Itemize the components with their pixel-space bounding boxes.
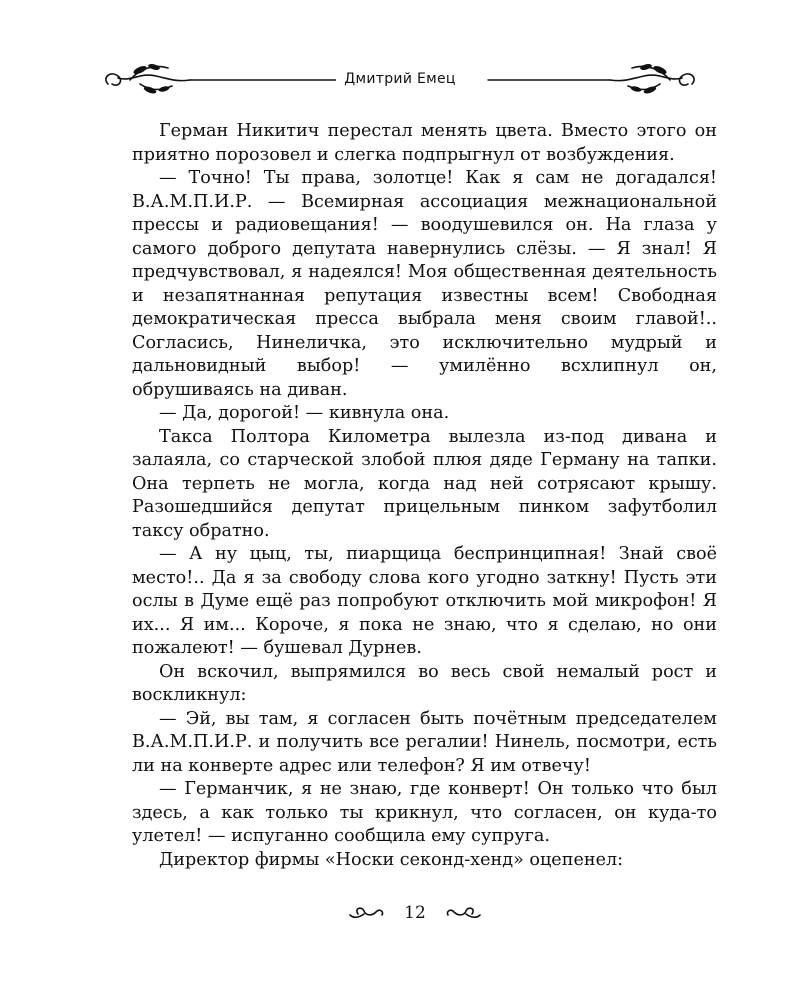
paragraph: — Точно! Ты права, золотце! Как я сам не догадался! В.А.М.П.И.Р. — Всемирная ассоциация межнациональной прессы и радиовещания! — воодушевился он. На глаза у самого доброго депутата навернулись слёзы. — Я знал! Я предчувствовал, я надеялся! Моя общественная деятельность и незапятнанная репутация известны всем! Свободная демократическая пресса выбрала меня своим главой!.. Согласись, Нинеличка, это исключительно мудрый и дальновидный выбор! — умилённо всхлипнул он, обрушиваясь на диван. [132,168,717,400]
paragraph: Он вскочил, выпрямился во весь свой немалый рост и воскликнул: [132,661,717,705]
running-header [100,58,700,102]
header-author: Дмитрий Емец [336,71,463,87]
paragraph: Такса Полтора Километра вылезла из-под дивана и залаяла, со старческой злобой плюя дяде Герману на тапки. Она терпеть не могла, когда над ней сотрясают крышу. Разошедшийся депутат прицельным пинком зафутболил таксу обратно. [132,426,717,541]
paragraph: — Эй, вы там, я согласен быть почётным председателем В.А.М.П.И.Р. и получить все регалии! Нинель, посмотри, есть ли на конверте адрес или телефон? Я им отвечу! [132,708,717,776]
paragraph: Директор фирмы «Носки секонд-хенд» оцепенел: [159,849,624,870]
paragraph: — Германчик, я не знаю, где конверт! Он только что был здесь, а как только ты крикнул, что согласен, он куда-то улетел! — испуганно сообщила ему супруга. [132,779,717,846]
page-number: 12 [404,903,426,923]
paragraph: Герман Никитич перестал менять цвета. Вместо этого он приятно порозовел и слегка подпрыгнул от возбуждения. [132,121,717,165]
paragraph: — Да, дорогой! — кивнула она. [159,403,450,423]
page-body [132,120,717,872]
page-footer [340,900,490,930]
paragraph: — А ну цыц, ты, пиарщица беспринципная! Знай своё место!.. Да я за свободу слова кого угодно заткну! Пусть эти ослы в Думе ещё раз попробуют отключить мой микрофон! Я их... Я им... Короче, я пока не знаю, что я сделаю, но они пожалеют! — бушевал Дурнев. [132,544,717,658]
header-author-wrap [100,71,700,87]
